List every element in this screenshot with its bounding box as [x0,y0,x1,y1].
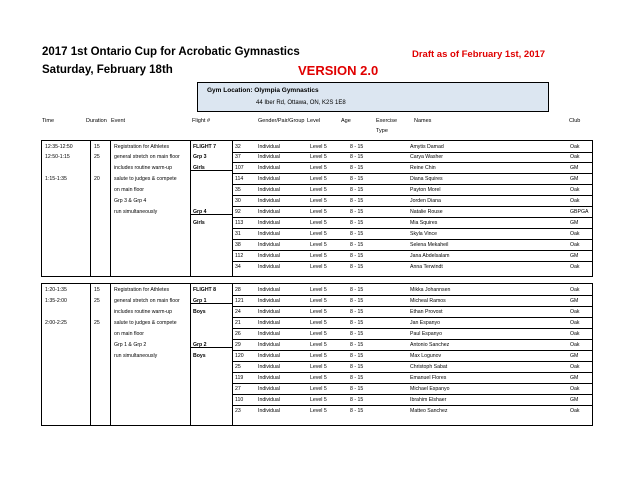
cell-lvl: Level 5 [310,408,327,414]
schedule-row [42,207,592,217]
cell-lvl: Level 5 [310,144,327,150]
cell-age: 8 - 15 [350,242,364,248]
cell-num: 113 [235,220,244,226]
schedule-row [42,362,592,372]
cell-num: 34 [235,264,241,270]
cell-lvl: Level 5 [310,353,327,359]
cell-gen: Individual [258,386,280,392]
cell-time: 1:20-1:35 [45,287,67,293]
cell-lvl: Level 5 [310,364,327,370]
gym-address: 44 Iber Rd, Ottawa, ON, K2S 1E8 [256,100,346,106]
cell-club: Oak [570,408,580,414]
cell-flight: Grp 1 [193,298,207,304]
col-age: Age [341,118,351,124]
cell-lvl: Level 5 [310,375,327,381]
cell-num: 27 [235,386,241,392]
schedule-row [42,296,592,306]
cell-lvl: Level 5 [310,220,327,226]
cell-club: GM [570,298,579,304]
cell-num: 29 [235,342,241,348]
cell-name: Ibrahim Elshaer [410,397,447,403]
schedule-row [42,142,592,152]
cell-gen: Individual [258,231,280,237]
cell-num: 26 [235,331,241,337]
cell-club: GBPGA [570,209,589,215]
cell-name: Diana Squires [410,176,443,182]
cell-gen: Individual [258,364,280,370]
cell-lvl: Level 5 [310,176,327,182]
cell-gen: Individual [258,331,280,337]
cell-age: 8 - 15 [350,176,364,182]
cell-flight: Boys [193,353,206,359]
cell-club: Oak [570,154,580,160]
cell-name: Anna Terwindt [410,264,443,270]
col-level: Level [307,118,321,124]
cell-gen: Individual [258,154,280,160]
cell-gen: Individual [258,342,280,348]
col-exercise-type: Type [376,128,388,134]
cell-num: 35 [235,187,241,193]
cell-num: 30 [235,198,241,204]
cell-age: 8 - 15 [350,187,364,193]
cell-gen: Individual [258,165,280,171]
cell-age: 8 - 15 [350,364,364,370]
cell-dur: 25 [94,154,100,160]
cell-num: 112 [235,253,244,259]
event-title: 2017 1st Ontario Cup for Acrobatic Gymnastics [42,46,300,58]
col-event: Event [111,118,126,124]
cell-lvl: Level 5 [310,331,327,337]
cell-lvl: Level 5 [310,242,327,248]
cell-name: Jana Abdelsalam [410,253,450,259]
cell-age: 8 - 15 [350,220,364,226]
cell-name: Mikka Johannsen [410,287,451,293]
flight-7-section [41,140,593,277]
draft-note: Draft as of February 1st, 2017 [412,49,546,60]
cell-club: Oak [570,264,580,270]
cell-num: 121 [235,298,244,304]
cell-time: 12:50-1:15 [45,154,70,160]
cell-dur: 15 [94,144,100,150]
cell-time: 2:00-2:25 [45,320,67,326]
cell-gen: Individual [258,242,280,248]
cell-event: general stretch on main floor [114,298,180,304]
cell-num: 120 [235,353,244,359]
cell-lvl: Level 5 [310,231,327,237]
cell-name: Michael Espanyo [410,386,450,392]
cell-flight: Girls [193,165,205,171]
cell-name: Jan Espanyo [410,320,440,326]
version-label: VERSION 2.0 [298,63,379,78]
cell-lvl: Level 5 [310,253,327,259]
cell-gen: Individual [258,209,280,215]
cell-event: salute to judges & compete [114,320,177,326]
col-club: Club [569,118,581,124]
cell-event: salute to judges & compete [114,176,177,182]
cell-dur: 25 [94,320,100,326]
cell-club: GM [570,397,579,403]
cell-club: GM [570,353,579,359]
cell-gen: Individual [258,264,280,270]
cell-dur: 20 [94,176,100,182]
schedule-row [42,218,592,228]
cell-age: 8 - 15 [350,209,364,215]
cell-club: GM [570,375,579,381]
cell-club: Oak [570,187,580,193]
cell-num: 38 [235,242,241,248]
cell-lvl: Level 5 [310,198,327,204]
cell-name: Paul Espanyo [410,331,443,337]
schedule-row [42,395,592,405]
cell-time: 12:35-12:50 [45,144,73,150]
cell-name: Matteo Sanchez [410,408,448,414]
cell-gen: Individual [258,187,280,193]
cell-name: Reine Chin [410,165,436,171]
cell-age: 8 - 15 [350,165,364,171]
cell-name: Jorden Diana [410,198,441,204]
cell-gen: Individual [258,353,280,359]
cell-lvl: Level 5 [310,298,327,304]
cell-club: GM [570,165,579,171]
cell-num: 21 [235,320,241,326]
cell-name: Ethan Provost [410,309,443,315]
flight-8-section [41,283,593,426]
cell-name: Micheal Ramos [410,298,446,304]
cell-flight: Girls [193,220,205,226]
schedule-row [42,318,592,328]
cell-name: Amytis Damad [410,144,444,150]
event-date: Saturday, February 18th [42,64,173,76]
cell-num: 107 [235,165,244,171]
cell-event: Registration for Athletes [114,144,170,150]
schedule-row [42,163,592,173]
cell-lvl: Level 5 [310,309,327,315]
cell-age: 8 - 15 [350,309,364,315]
cell-age: 8 - 15 [350,331,364,337]
cell-name: Max Logunov [410,353,442,359]
cell-lvl: Level 5 [310,386,327,392]
cell-name: Emanuel Flores [410,375,447,381]
cell-name: Christoph Sabat [410,364,448,370]
cell-lvl: Level 5 [310,154,327,160]
cell-num: 37 [235,154,241,160]
cell-club: Oak [570,364,580,370]
schedule-row [42,307,592,317]
schedule-row [42,373,592,383]
cell-age: 8 - 15 [350,375,364,381]
cell-gen: Individual [258,253,280,259]
schedule-row [42,384,592,394]
cell-gen: Individual [258,408,280,414]
cell-time: 1:35-2:00 [45,298,67,304]
cell-gen: Individual [258,176,280,182]
cell-club: GM [570,253,579,259]
cell-num: 31 [235,231,241,237]
cell-event: run simultaneously [114,353,158,359]
schedule-row [42,229,592,239]
col-duration: Duration [86,118,107,124]
cell-club: Oak [570,242,580,248]
cell-age: 8 - 15 [350,253,364,259]
cell-flight: FLIGHT 8 [193,287,217,293]
cell-club: Oak [570,287,580,293]
cell-age: 8 - 15 [350,154,364,160]
col-names: Names [414,118,432,124]
cell-club: Oak [570,320,580,326]
cell-club: GM [570,176,579,182]
gym-location-label: Gym Location: Olympia Gymnastics [207,87,319,94]
cell-club: GM [570,220,579,226]
cell-num: 25 [235,364,241,370]
cell-flight: Grp 4 [193,209,207,215]
cell-event: on main floor [114,331,144,337]
cell-event: includes routine warm-up [114,165,172,171]
schedule-row [42,406,592,416]
cell-age: 8 - 15 [350,198,364,204]
cell-time: 1:15-1:35 [45,176,67,182]
cell-lvl: Level 5 [310,397,327,403]
cell-age: 8 - 15 [350,298,364,304]
cell-name: Carya Washer [410,154,443,160]
cell-dur: 15 [94,287,100,293]
cell-gen: Individual [258,298,280,304]
schedule-row [42,262,592,272]
col-time: Time [42,118,55,124]
cell-lvl: Level 5 [310,209,327,215]
cell-name: Payton Morel [410,187,441,193]
cell-lvl: Level 5 [310,165,327,171]
cell-age: 8 - 15 [350,408,364,414]
cell-name: Natalie Rouse [410,209,443,215]
cell-num: 24 [235,309,241,315]
schedule-row [42,251,592,261]
cell-gen: Individual [258,309,280,315]
cell-age: 8 - 15 [350,397,364,403]
cell-num: 114 [235,176,244,182]
schedule-row [42,196,592,206]
cell-club: Oak [570,342,580,348]
cell-flight: Grp 2 [193,342,207,348]
cell-num: 32 [235,144,241,150]
cell-age: 8 - 15 [350,264,364,270]
cell-event: includes routine warm-up [114,309,172,315]
cell-lvl: Level 5 [310,264,327,270]
col-exercise: Exercise [376,118,398,124]
cell-club: Oak [570,331,580,337]
cell-gen: Individual [258,287,280,293]
schedule-row [42,152,592,162]
cell-flight: Boys [193,309,206,315]
cell-club: Oak [570,386,580,392]
cell-flight: Grp 3 [193,154,207,160]
cell-age: 8 - 15 [350,231,364,237]
cell-event: run simultaneously [114,209,158,215]
schedule-row [42,351,592,361]
schedule-row [42,340,592,350]
schedule-row [42,185,592,195]
cell-gen: Individual [258,320,280,326]
cell-num: 119 [235,375,244,381]
cell-event: Grp 1 & Grp 2 [114,342,147,348]
cell-club: Oak [570,309,580,315]
cell-age: 8 - 15 [350,144,364,150]
cell-name: Mia Squires [410,220,438,226]
cell-event: on main floor [114,187,144,193]
cell-num: 23 [235,408,241,414]
schedule-row [42,329,592,339]
cell-gen: Individual [258,375,280,381]
cell-gen: Individual [258,198,280,204]
cell-lvl: Level 5 [310,287,327,293]
cell-name: Antonio Sanchez [410,342,450,348]
cell-age: 8 - 15 [350,386,364,392]
cell-num: 28 [235,287,241,293]
cell-club: Oak [570,198,580,204]
col-flight: Flight # [192,118,211,124]
schedule-row [42,240,592,250]
cell-event: Registration for Athletes [114,287,170,293]
cell-gen: Individual [258,397,280,403]
schedule-row [42,174,592,184]
cell-name: Selena Mekaheil [410,242,449,248]
cell-age: 8 - 15 [350,342,364,348]
col-gender: Gender/Pair/Group [258,118,305,124]
cell-lvl: Level 5 [310,187,327,193]
schedule-row [42,285,592,295]
cell-lvl: Level 5 [310,342,327,348]
cell-lvl: Level 5 [310,320,327,326]
cell-age: 8 - 15 [350,320,364,326]
cell-gen: Individual [258,144,280,150]
cell-age: 8 - 15 [350,287,364,293]
cell-club: Oak [570,231,580,237]
cell-name: Skyla Vince [410,231,438,237]
cell-club: Oak [570,144,580,150]
cell-num: 110 [235,397,244,403]
cell-age: 8 - 15 [350,353,364,359]
cell-event: general stretch on main floor [114,154,180,160]
cell-dur: 25 [94,298,100,304]
cell-gen: Individual [258,220,280,226]
cell-num: 92 [235,209,241,215]
cell-event: Grp 3 & Grp 4 [114,198,147,204]
cell-flight: FLIGHT 7 [193,144,217,150]
